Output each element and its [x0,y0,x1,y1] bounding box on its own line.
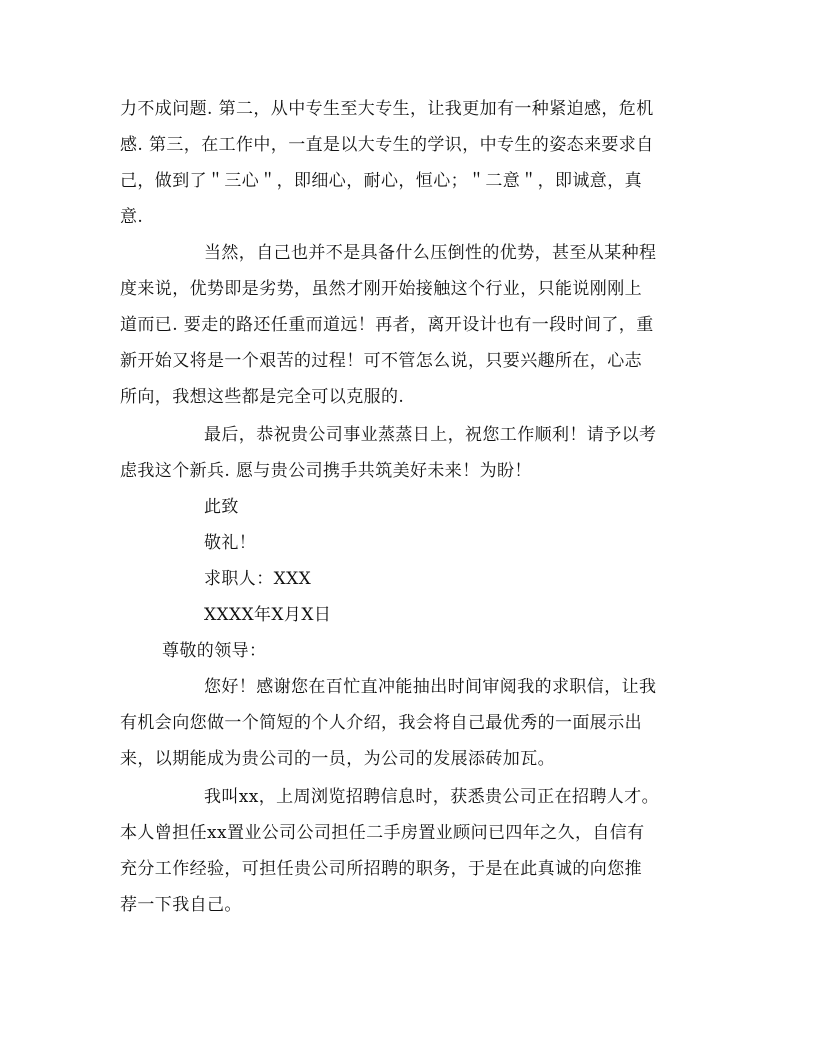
text-line: 度来说，优势即是劣势，虽然才刚开始接触这个行业，只能说刚刚上 [120,279,642,299]
text-line: 道而已. 要走的路还任重而道远！再者，离开设计也有一段时间了，重 [120,315,654,335]
text-line: 意. [120,207,144,227]
text-line: 力不成问题. 第二，从中专生至大专生，让我更加有一种紧迫感，危机 [120,99,654,119]
text-line: 新开始又将是一个艰苦的过程！可不管怎么说，只要兴趣所在，心志 [120,351,642,371]
text-line: 感. 第三，在工作中，一直是以大专生的学识，中专生的姿态来要求自 [120,135,654,155]
second-letter-greeting: 尊敬的领导： [162,641,267,661]
text-line: 虑我这个新兵. 愿与贵公司携手共筑美好未来！为盼！ [120,461,532,481]
text-line: 当然，自己也并不是具备什么压倒性的优势，甚至从某种程 [204,243,657,263]
text-line: 您好！感谢您在百忙直冲能抽出时间审阅我的求职信，让我 [204,677,657,697]
text-line: 己，做到了＂三心＂，即细心，耐心，恒心；＂二意＂，即诚意，真 [120,171,642,191]
text-line: 所向，我想这些都是完全可以克服的. [120,387,405,407]
letter-date: XXXX年X月X日 [204,605,332,625]
text-line: 荐一下我自己。 [120,895,242,915]
text-line: 我叫xx，上周浏览招聘信息时，获悉贵公司正在招聘人才。 [204,787,659,807]
closing-regards: 敬礼！ [204,533,257,553]
closing-salutation: 此致 [204,497,239,517]
text-line: 有机会向您做一个简短的个人介绍，我会将自己最优秀的一面展示出 [120,713,642,733]
text-line: 最后，恭祝贵公司事业蒸蒸日上，祝您工作顺利！请予以考 [204,425,657,445]
text-line: 充分工作经验，可担任贵公司所招聘的职务，于是在此真诚的向您推 [120,859,642,879]
text-line: 本人曾担任xx置业公司公司担任二手房置业顾问已四年之久，自信有 [120,823,645,843]
text-line: 来，以期能成为贵公司的一员，为公司的发展添砖加瓦。 [120,749,555,769]
applicant-signature: 求职人：XXX [204,569,312,589]
